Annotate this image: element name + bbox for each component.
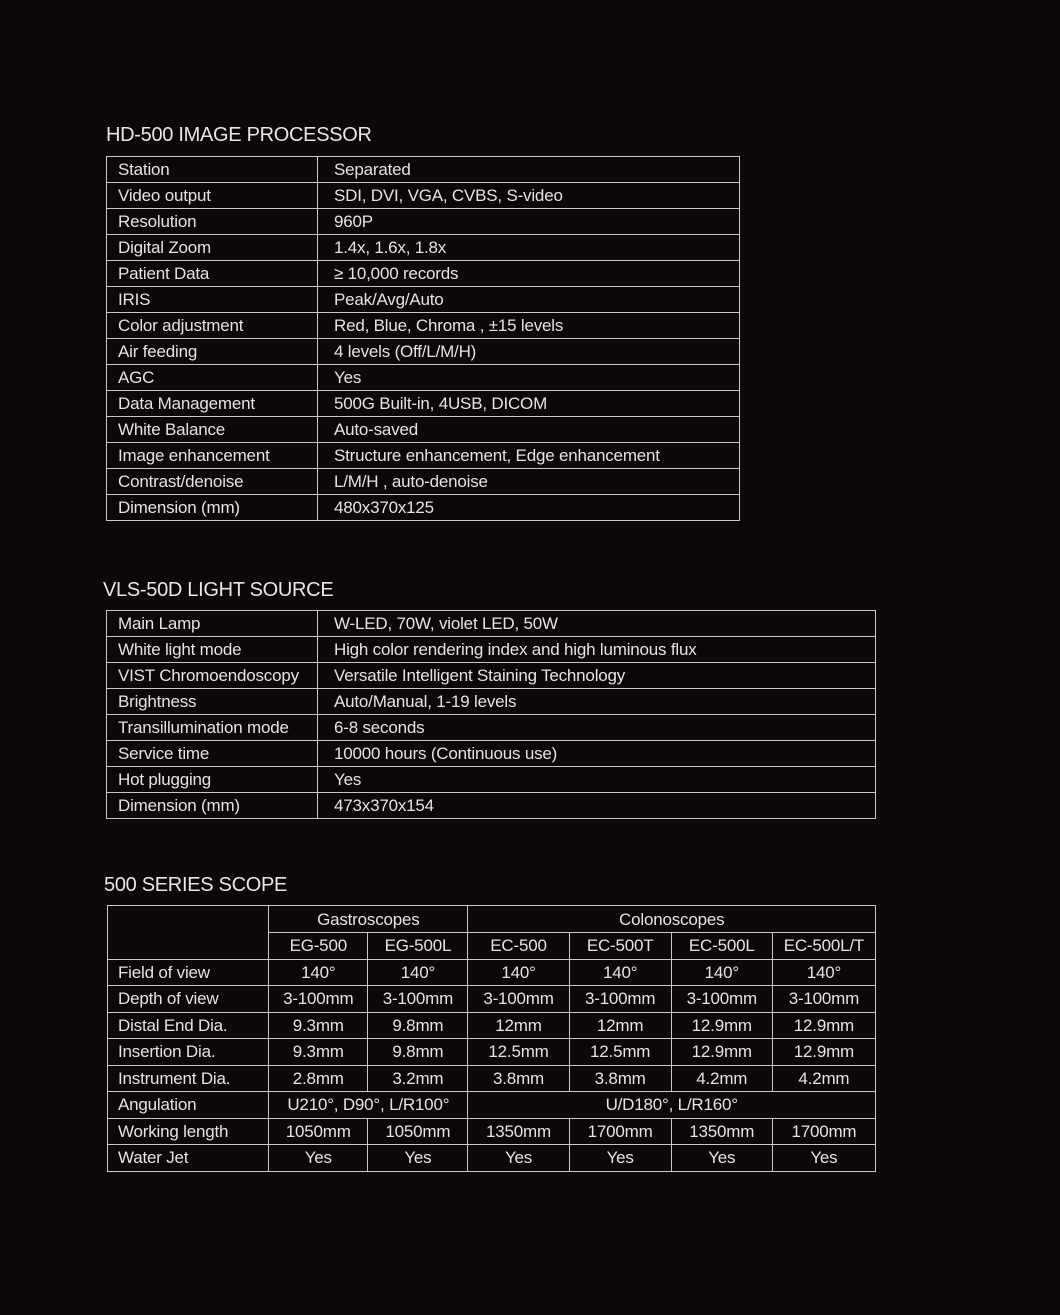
spec-label: Dimension (mm) bbox=[107, 495, 318, 521]
table-row bbox=[107, 313, 740, 339]
table-row bbox=[108, 1118, 876, 1145]
spec-value: 3-100mm bbox=[569, 986, 671, 1013]
scope-spec-table bbox=[107, 905, 876, 1172]
spec-value: 480x370x125 bbox=[318, 495, 740, 521]
spec-label: Water Jet bbox=[108, 1145, 269, 1172]
spec-label: Video output bbox=[107, 183, 318, 209]
spec-value: 1050mm bbox=[269, 1118, 368, 1145]
table-row bbox=[107, 611, 876, 637]
spec-value: 473x370x154 bbox=[318, 793, 876, 819]
spec-value: ≥ 10,000 records bbox=[318, 261, 740, 287]
spec-value: 3.8mm bbox=[569, 1065, 671, 1092]
spec-value: Auto-saved bbox=[318, 417, 740, 443]
table-row bbox=[107, 469, 740, 495]
spec-value: High color rendering index and high luminous flux bbox=[318, 637, 876, 663]
spec-value: 140° bbox=[772, 959, 875, 986]
model-header: EC-500T bbox=[569, 933, 671, 960]
spec-value: 12.5mm bbox=[569, 1039, 671, 1066]
spec-value: Yes bbox=[368, 1145, 468, 1172]
spec-label: Transillumination mode bbox=[107, 715, 318, 741]
spec-label: Insertion Dia. bbox=[108, 1039, 269, 1066]
spec-label: Dimension (mm) bbox=[107, 793, 318, 819]
spec-value: Yes bbox=[269, 1145, 368, 1172]
spec-value: 140° bbox=[671, 959, 772, 986]
spec-value: 12.5mm bbox=[468, 1039, 569, 1066]
spec-value: 12.9mm bbox=[772, 1012, 875, 1039]
spec-value: 9.8mm bbox=[368, 1039, 468, 1066]
spec-value: Yes bbox=[318, 767, 876, 793]
spec-label: Service time bbox=[107, 741, 318, 767]
spec-value: 9.3mm bbox=[269, 1039, 368, 1066]
spec-label: Color adjustment bbox=[107, 313, 318, 339]
spec-value: 140° bbox=[569, 959, 671, 986]
spec-label: IRIS bbox=[107, 287, 318, 313]
spec-label: Working length bbox=[108, 1118, 269, 1145]
spec-value: 6-8 seconds bbox=[318, 715, 876, 741]
table-row bbox=[107, 235, 740, 261]
spec-label: Instrument Dia. bbox=[108, 1065, 269, 1092]
spec-label: Station bbox=[107, 157, 318, 183]
table-row bbox=[107, 793, 876, 819]
table-row bbox=[107, 443, 740, 469]
spec-value: SDI, DVI, VGA, CVBS, S-video bbox=[318, 183, 740, 209]
spec-label: Contrast/denoise bbox=[107, 469, 318, 495]
model-header: EC-500 bbox=[468, 933, 569, 960]
spec-value: W-LED, 70W, violet LED, 50W bbox=[318, 611, 876, 637]
model-header: EC-500L bbox=[671, 933, 772, 960]
spec-label: Air feeding bbox=[107, 339, 318, 365]
table-row bbox=[107, 767, 876, 793]
spec-label: Main Lamp bbox=[107, 611, 318, 637]
light-source-spec-table bbox=[106, 610, 876, 819]
group-gastroscopes: Gastroscopes bbox=[269, 906, 468, 933]
angulation-colono-value: U/D180°, L/R160° bbox=[468, 1092, 876, 1119]
spec-value: Yes bbox=[318, 365, 740, 391]
table-row bbox=[107, 157, 740, 183]
spec-label: Depth of view bbox=[108, 986, 269, 1013]
spec-value: 1.4x, 1.6x, 1.8x bbox=[318, 235, 740, 261]
spec-value: 12.9mm bbox=[671, 1039, 772, 1066]
spec-value: Structure enhancement, Edge enhancement bbox=[318, 443, 740, 469]
table-row bbox=[107, 209, 740, 235]
spec-value: 12mm bbox=[468, 1012, 569, 1039]
spec-value: 140° bbox=[269, 959, 368, 986]
spec-label: Digital Zoom bbox=[107, 235, 318, 261]
spec-value: Yes bbox=[468, 1145, 569, 1172]
spec-value: 12.9mm bbox=[772, 1039, 875, 1066]
spec-value: Red, Blue, Chroma , ±15 levels bbox=[318, 313, 740, 339]
spec-label: Patient Data bbox=[107, 261, 318, 287]
table-row bbox=[108, 986, 876, 1013]
angulation-gastro-value: U210°, D90°, L/R100° bbox=[269, 1092, 468, 1119]
spec-label: Angulation bbox=[108, 1092, 269, 1119]
spec-value: 3-100mm bbox=[671, 986, 772, 1013]
spec-value: 1700mm bbox=[772, 1118, 875, 1145]
table-row bbox=[107, 663, 876, 689]
table-row bbox=[108, 1039, 876, 1066]
spec-value: 1700mm bbox=[569, 1118, 671, 1145]
spec-value: 1350mm bbox=[468, 1118, 569, 1145]
spec-value: 140° bbox=[368, 959, 468, 986]
table-row bbox=[108, 959, 876, 986]
spec-label: Resolution bbox=[107, 209, 318, 235]
spec-value: 3.8mm bbox=[468, 1065, 569, 1092]
spec-value: L/M/H , auto-denoise bbox=[318, 469, 740, 495]
spec-value: Auto/Manual, 1-19 levels bbox=[318, 689, 876, 715]
table-row bbox=[107, 261, 740, 287]
spec-value: Yes bbox=[671, 1145, 772, 1172]
table-row bbox=[108, 1065, 876, 1092]
corner-cell bbox=[108, 906, 269, 960]
spec-value: 10000 hours (Continuous use) bbox=[318, 741, 876, 767]
spec-label: Image enhancement bbox=[107, 443, 318, 469]
model-header: EG-500 bbox=[269, 933, 368, 960]
processor-spec-table bbox=[106, 156, 740, 521]
spec-value: 9.8mm bbox=[368, 1012, 468, 1039]
spec-value: Yes bbox=[569, 1145, 671, 1172]
spec-value: 3.2mm bbox=[368, 1065, 468, 1092]
spec-value: 12.9mm bbox=[671, 1012, 772, 1039]
processor-title: HD-500 IMAGE PROCESSOR bbox=[106, 124, 372, 146]
table-row bbox=[108, 1012, 876, 1039]
spec-value: 140° bbox=[468, 959, 569, 986]
table-row bbox=[107, 339, 740, 365]
table-row bbox=[107, 183, 740, 209]
spec-value: 4.2mm bbox=[772, 1065, 875, 1092]
table-row bbox=[107, 495, 740, 521]
spec-label: Data Management bbox=[107, 391, 318, 417]
spec-label: Field of view bbox=[108, 959, 269, 986]
group-header-row bbox=[108, 906, 876, 933]
spec-value: 3-100mm bbox=[269, 986, 368, 1013]
spec-value: 4.2mm bbox=[671, 1065, 772, 1092]
spec-label: White light mode bbox=[107, 637, 318, 663]
spec-value: 9.3mm bbox=[269, 1012, 368, 1039]
table-row bbox=[107, 365, 740, 391]
spec-value: 1050mm bbox=[368, 1118, 468, 1145]
model-header: EG-500L bbox=[368, 933, 468, 960]
model-header: EC-500L/T bbox=[772, 933, 875, 960]
table-row bbox=[107, 689, 876, 715]
table-row bbox=[107, 417, 740, 443]
table-row bbox=[107, 741, 876, 767]
spec-value: 2.8mm bbox=[269, 1065, 368, 1092]
spec-value: Separated bbox=[318, 157, 740, 183]
spec-value: 12mm bbox=[569, 1012, 671, 1039]
light-source-title: VLS-50D LIGHT SOURCE bbox=[103, 579, 334, 601]
table-row bbox=[107, 287, 740, 313]
spec-label: Hot plugging bbox=[107, 767, 318, 793]
spec-value: Peak/Avg/Auto bbox=[318, 287, 740, 313]
spec-label: White Balance bbox=[107, 417, 318, 443]
spec-label: VIST Chromoendoscopy bbox=[107, 663, 318, 689]
spec-value: 500G Built-in, 4USB, DICOM bbox=[318, 391, 740, 417]
spec-value: 3-100mm bbox=[368, 986, 468, 1013]
spec-value: Yes bbox=[772, 1145, 875, 1172]
table-row bbox=[107, 637, 876, 663]
spec-value: 3-100mm bbox=[772, 986, 875, 1013]
table-row bbox=[107, 391, 740, 417]
table-row bbox=[108, 1145, 876, 1172]
spec-value: 4 levels (Off/L/M/H) bbox=[318, 339, 740, 365]
spec-label: AGC bbox=[107, 365, 318, 391]
spec-value: 3-100mm bbox=[468, 986, 569, 1013]
scope-title: 500 SERIES SCOPE bbox=[104, 874, 288, 896]
group-colonoscopes: Colonoscopes bbox=[468, 906, 876, 933]
spec-value: Versatile Intelligent Staining Technology bbox=[318, 663, 876, 689]
spec-label: Brightness bbox=[107, 689, 318, 715]
table-row bbox=[107, 715, 876, 741]
spec-label: Distal End Dia. bbox=[108, 1012, 269, 1039]
spec-value: 1350mm bbox=[671, 1118, 772, 1145]
table-row bbox=[108, 1092, 876, 1119]
spec-value: 960P bbox=[318, 209, 740, 235]
